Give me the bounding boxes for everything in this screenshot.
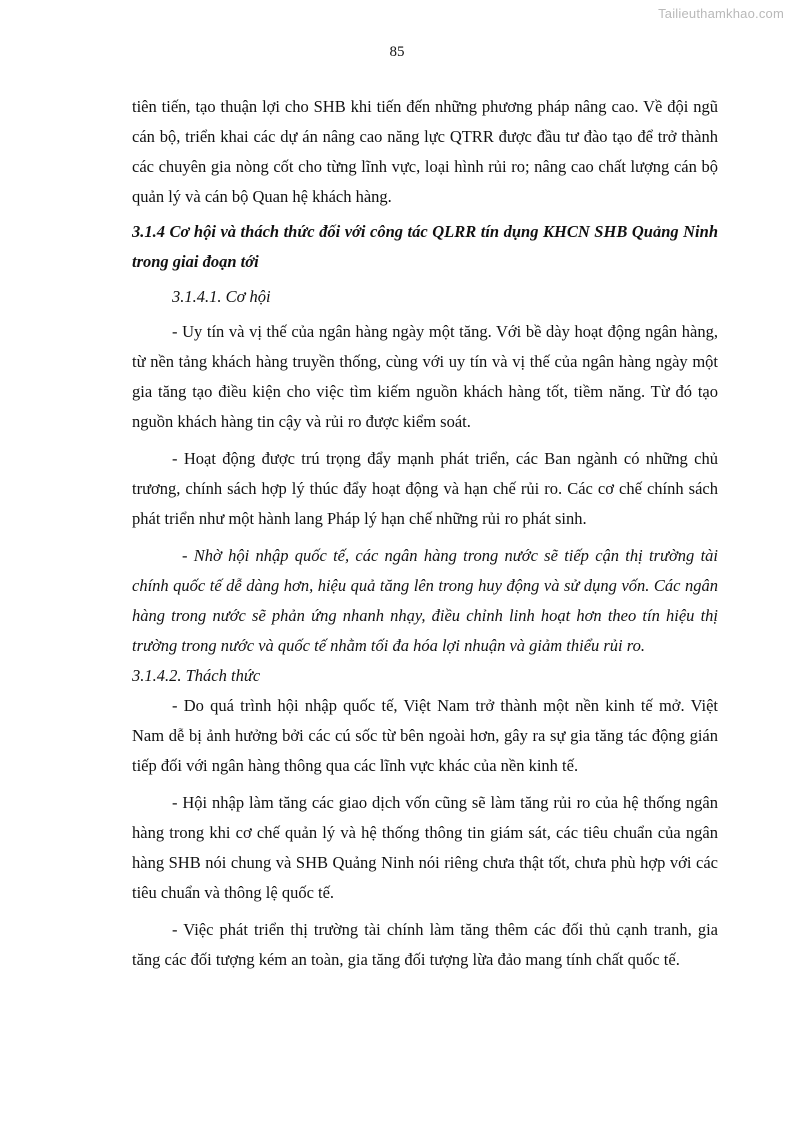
watermark: Tailieuthamkhao.com [658,6,784,21]
paragraph-continuation: tiên tiến, tạo thuận lợi cho SHB khi tiến đến những phương pháp nâng cao. Về đội ngũ cán bộ, triển khai các dự án nâng cao năng lực QTRR được đầu tư đào tạo để trở thành các chuyên gia nòng cốt cho từng lĩnh vực, loại hình rủi ro; nâng cao chất lượng cán bộ quản lý và cán bộ Quan hệ khách hàng. [132,97,718,206]
document-body [132,92,718,975]
section-heading-3-1-4: 3.1.4 Cơ hội và thách thức đối với công tác QLRR tín dụng KHCN SHB Quảng Ninh trong giai đoạn tới [132,222,718,271]
subheading-opportunities: 3.1.4.1. Cơ hội [172,287,271,306]
paragraph-policy: - Hoạt động được trú trọng đẩy mạnh phát triển, các Ban ngành có những chủ trương, chính sách hợp lý thúc đẩy hoạt động và hạn chế rủi ro. Các cơ chế chính sách phát triển như một hành lang Pháp lý hạn chế những rủi ro phát sinh. [132,449,718,528]
subheading-challenges: 3.1.4.2. Thách thức [132,666,261,685]
paragraph-open-economy: - Do quá trình hội nhập quốc tế, Việt Nam trở thành một nền kinh tế mở. Việt Nam dễ bị ảnh hưởng bởi các cú sốc từ bên ngoài hơn, gây ra sự gia tăng tác động gián tiếp đối với ngân hàng thông qua các lĩnh vực khác của nền kinh tế. [132,696,718,775]
paragraph-integration-italic: - Nhờ hội nhập quốc tế, các ngân hàng trong nước sẽ tiếp cận thị trường tài chính quốc tế dễ dàng hơn, hiệu quả tăng lên trong huy động và sử dụng vốn. Các ngân hàng trong nước sẽ phản ứng nhanh nhạy, điều chỉnh linh hoạt hơn theo tín hiệu thị trường trong nước và quốc tế nhằm tối đa hóa lợi nhuận và giảm thiểu rủi ro. [132,546,718,655]
paragraph-reputation: - Uy tín và vị thế của ngân hàng ngày một tăng. Với bề dày hoạt động ngân hàng, từ nền tảng khách hàng truyền thống, cùng với uy tín và vị thế của ngân hàng ngày một gia tăng tạo điều kiện cho việc tìm kiếm nguồn khách hàng tốt, tiềm năng. Từ đó tạo nguồn khách hàng tin cậy và rủi ro được kiểm soát. [132,322,718,431]
page-number: 85 [389,44,405,60]
paragraph-capital-transactions: - Hội nhập làm tăng các giao dịch vốn cũng sẽ làm tăng rủi ro của hệ thống ngân hàng trong khi cơ chế quản lý và hệ thống thông tin giám sát, các tiêu chuẩn của ngân hàng SHB nói chung và SHB Quảng Ninh nói riêng chưa thật tốt, chưa phù hợp với các tiêu chuẩn và thông lệ quốc tế. [132,793,718,902]
paragraph-competition: - Việc phát triển thị trường tài chính làm tăng thêm các đối thủ cạnh tranh, gia tăng các đối tượng kém an toàn, gia tăng đối tượng lừa đảo mang tính chất quốc tế. [132,920,718,969]
